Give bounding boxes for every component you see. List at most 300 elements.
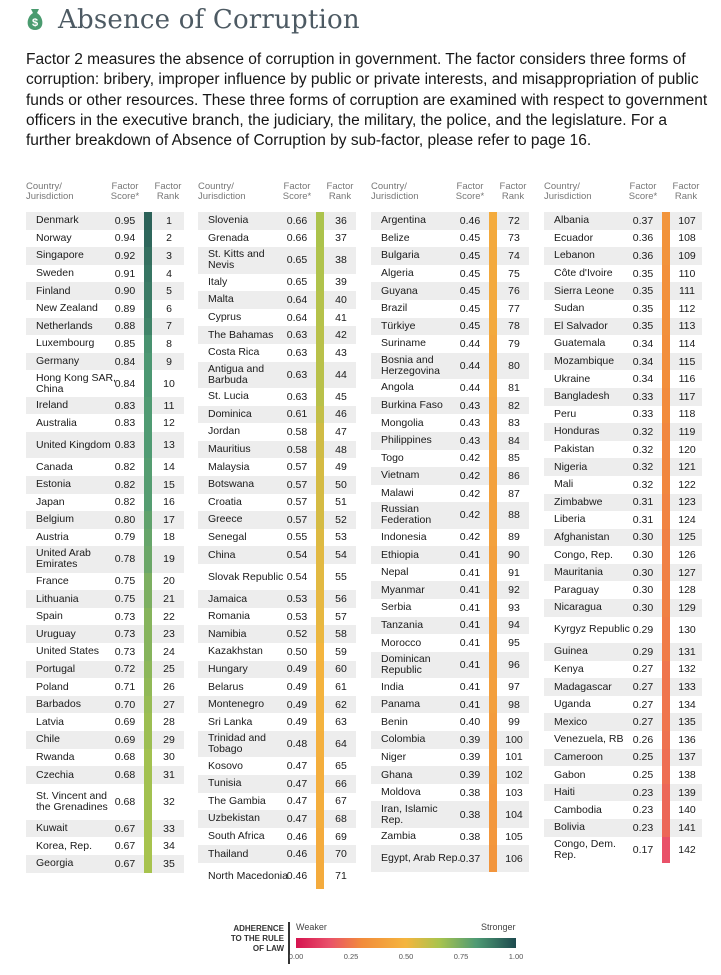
country-name: Hungary [208, 662, 248, 675]
factor-rank: 138 [678, 769, 696, 781]
factor-rank: 113 [678, 320, 696, 333]
score-color-bar [316, 423, 324, 441]
factor-score: 0.67 [114, 857, 136, 870]
table-row [371, 502, 529, 528]
factor-rank: 119 [678, 425, 696, 438]
country-name: Japan [36, 495, 65, 508]
page-title: Absence of Corruption [58, 5, 360, 35]
factor-rank: 67 [335, 795, 347, 808]
table-row [544, 335, 702, 353]
country-name: Guyana [381, 284, 418, 297]
factor-score: 0.91 [114, 267, 136, 280]
country-name: Tunisia [208, 777, 242, 790]
table-row [26, 300, 184, 318]
factor-rank: 120 [678, 443, 696, 456]
factor-score: 0.46 [286, 848, 308, 861]
country-name: Bosnia and Herzegovina [381, 353, 440, 377]
country-name: Philippines [381, 434, 432, 447]
score-color-bar [316, 247, 324, 273]
country-name: Burkina Faso [381, 399, 443, 412]
score-color-bar [662, 749, 670, 767]
table-row [371, 353, 529, 379]
factor-rank: 109 [678, 249, 696, 262]
country-name: Uganda [554, 698, 591, 711]
score-color-bar [316, 793, 324, 811]
factor-score: 0.35 [632, 267, 654, 280]
score-color-bar [662, 713, 670, 731]
legend-tick: 0.00 [288, 952, 304, 961]
score-color-bar [489, 335, 497, 353]
country-name: Lithuania [36, 592, 79, 605]
score-color-bar [662, 441, 670, 459]
table-row [544, 837, 702, 863]
factor-rank: 6 [166, 302, 172, 315]
score-color-bar [144, 696, 152, 714]
factor-rank: 79 [508, 337, 520, 350]
table-row [198, 458, 356, 476]
factor-rank: 97 [508, 681, 520, 694]
score-color-bar [316, 845, 324, 863]
factor-rank: 68 [335, 812, 347, 825]
score-color-bar [489, 678, 497, 696]
country-name: Guatemala [554, 337, 606, 350]
table-row [544, 494, 702, 512]
factor-score: 0.23 [632, 821, 654, 834]
factor-score: 0.47 [286, 795, 308, 808]
country-name: United Kingdom [36, 438, 111, 451]
factor-score: 0.39 [459, 733, 481, 746]
country-name: Uzbekistan [208, 812, 260, 825]
score-color-bar [144, 546, 152, 572]
factor-rank: 7 [166, 320, 172, 333]
score-color-bar [144, 643, 152, 661]
table-row [544, 801, 702, 819]
column-header-country: Country/ Jurisdiction [26, 181, 74, 202]
country-name: United States [36, 645, 100, 658]
factor-rank: 124 [678, 513, 696, 526]
score-color-bar [144, 230, 152, 248]
factor-rank: 90 [508, 549, 520, 562]
table-row [26, 318, 184, 336]
table-row [371, 678, 529, 696]
score-color-bar [662, 784, 670, 802]
factor-rank: 129 [678, 601, 696, 614]
factor-score: 0.89 [114, 302, 136, 315]
country-name: Austria [36, 530, 69, 543]
score-color-bar [316, 476, 324, 494]
factor-rank: 83 [508, 417, 520, 430]
score-color-bar [144, 573, 152, 591]
factor-score: 0.45 [459, 232, 481, 245]
score-color-bar [662, 837, 670, 863]
factor-rank: 33 [163, 822, 175, 835]
country-name: Kyrgyz Republic [554, 623, 630, 636]
factor-score: 0.44 [459, 337, 481, 350]
factor-score: 0.46 [286, 870, 308, 883]
score-color-bar [144, 265, 152, 283]
factor-score: 0.52 [286, 628, 308, 641]
factor-score: 0.63 [286, 390, 308, 403]
country-name: Togo [381, 451, 404, 464]
factor-rank: 24 [163, 645, 175, 658]
ranking-column-3 [371, 182, 529, 872]
factor-score: 0.39 [459, 751, 481, 764]
factor-rank: 141 [678, 821, 696, 834]
table-row [544, 546, 702, 564]
factor-score: 0.83 [114, 417, 136, 430]
country-name: Luxembourg [36, 337, 95, 350]
factor-rank: 87 [508, 487, 520, 500]
score-color-bar [489, 282, 497, 300]
factor-score: 0.71 [114, 681, 136, 694]
factor-rank: 112 [678, 302, 696, 315]
factor-rank: 107 [678, 214, 696, 227]
factor-rank: 22 [163, 610, 175, 623]
table-row [371, 414, 529, 432]
table-row [26, 282, 184, 300]
factor-score: 0.37 [632, 214, 654, 227]
factor-score: 0.42 [459, 469, 481, 482]
score-color-bar [662, 511, 670, 529]
factor-rank: 110 [678, 267, 696, 280]
score-color-bar [316, 546, 324, 564]
factor-rank: 95 [508, 637, 520, 650]
factor-score: 0.84 [114, 377, 136, 390]
factor-score: 0.49 [286, 698, 308, 711]
country-name: India [381, 680, 404, 693]
factor-score: 0.63 [286, 346, 308, 359]
score-color-bar [144, 855, 152, 873]
score-color-bar [316, 775, 324, 793]
country-name: Cambodia [554, 803, 602, 816]
table-row [198, 696, 356, 714]
country-name: Honduras [554, 425, 600, 438]
table-row [371, 282, 529, 300]
table-row [371, 617, 529, 635]
factor-score: 0.47 [286, 777, 308, 790]
factor-rank: 98 [508, 698, 520, 711]
country-name: Georgia [36, 857, 74, 870]
table-row [26, 335, 184, 353]
factor-score: 0.49 [286, 681, 308, 694]
table-row [26, 608, 184, 626]
factor-rank: 122 [678, 478, 696, 491]
table-row [371, 731, 529, 749]
factor-score: 0.41 [459, 619, 481, 632]
factor-score: 0.64 [286, 311, 308, 324]
country-name: Algeria [381, 267, 414, 280]
country-name: Malaysia [208, 460, 250, 473]
factor-rank: 36 [335, 214, 347, 227]
score-color-bar [662, 247, 670, 265]
factor-score: 0.63 [286, 329, 308, 342]
table-row [544, 300, 702, 318]
country-name: Argentina [381, 214, 426, 227]
score-color-bar [316, 529, 324, 547]
factor-score: 0.69 [114, 716, 136, 729]
score-color-bar [316, 608, 324, 626]
table-row [544, 696, 702, 714]
factor-score: 0.41 [459, 698, 481, 711]
factor-rank: 88 [508, 509, 520, 522]
score-color-bar [144, 511, 152, 529]
factor-score: 0.83 [114, 439, 136, 452]
factor-rank: 123 [678, 496, 696, 509]
table-row [26, 643, 184, 661]
score-color-bar [316, 678, 324, 696]
factor-rank: 78 [508, 320, 520, 333]
score-color-bar [489, 634, 497, 652]
factor-score: 0.61 [286, 408, 308, 421]
country-name: Croatia [208, 495, 242, 508]
ranking-column-1 [26, 182, 184, 873]
country-name: Ireland [36, 399, 69, 412]
score-color-bar [489, 212, 497, 230]
table-row [544, 678, 702, 696]
table-row [26, 855, 184, 873]
factor-score: 0.82 [114, 496, 136, 509]
factor-score: 0.54 [286, 549, 308, 562]
table-row [198, 344, 356, 362]
table-row [198, 863, 356, 889]
score-color-bar [316, 212, 324, 230]
factor-score: 0.72 [114, 663, 136, 676]
score-color-bar [144, 300, 152, 318]
score-color-bar [316, 388, 324, 406]
factor-rank: 9 [166, 355, 172, 368]
table-row [26, 397, 184, 415]
table-row [198, 362, 356, 388]
table-row [544, 388, 702, 406]
factor-rank: 41 [335, 311, 347, 324]
score-color-bar [489, 581, 497, 599]
table-row [26, 678, 184, 696]
score-color-bar [662, 335, 670, 353]
factor-score: 0.58 [286, 443, 308, 456]
score-color-bar [489, 230, 497, 248]
country-name: United Arab Emirates [36, 547, 91, 571]
country-name: Lebanon [554, 249, 595, 262]
factor-rank: 12 [163, 417, 175, 430]
factor-rank: 108 [678, 232, 696, 245]
factor-rank: 77 [508, 302, 520, 315]
table-row [198, 529, 356, 547]
score-color-bar [144, 766, 152, 784]
legend-stronger-label: Stronger [481, 922, 516, 932]
score-color-bar [144, 608, 152, 626]
score-color-bar [489, 599, 497, 617]
factor-rank: 74 [508, 249, 520, 262]
factor-score: 0.94 [114, 232, 136, 245]
factor-score: 0.33 [632, 390, 654, 403]
table-row [26, 230, 184, 248]
factor-score: 0.57 [286, 461, 308, 474]
country-name: The Gambia [208, 794, 266, 807]
factor-rank: 58 [335, 628, 347, 641]
factor-score: 0.17 [632, 843, 654, 856]
score-color-bar [662, 617, 670, 643]
factor-score: 0.38 [459, 808, 481, 821]
factor-rank: 13 [163, 439, 175, 452]
factor-score: 0.46 [286, 830, 308, 843]
legend-tick: 0.25 [343, 952, 359, 961]
score-color-bar [144, 784, 152, 820]
country-name: Colombia [381, 733, 426, 746]
country-name: Nigeria [554, 460, 588, 473]
factor-rank: 30 [163, 751, 175, 764]
country-name: Barbados [36, 698, 81, 711]
factor-rank: 20 [163, 575, 175, 588]
score-color-bar [144, 370, 152, 396]
table-row [544, 766, 702, 784]
factor-rank: 60 [335, 663, 347, 676]
score-color-bar [489, 247, 497, 265]
table-row [26, 731, 184, 749]
score-color-bar [316, 309, 324, 327]
table-row [26, 212, 184, 230]
factor-score: 0.68 [114, 795, 136, 808]
factor-rank: 53 [335, 531, 347, 544]
factor-rank: 131 [678, 645, 696, 658]
table-row [26, 661, 184, 679]
score-color-bar [662, 406, 670, 424]
factor-rank: 32 [163, 795, 175, 808]
table-row [198, 793, 356, 811]
table-row [198, 643, 356, 661]
factor-score: 0.25 [632, 751, 654, 764]
score-color-bar [489, 652, 497, 678]
table-row [198, 309, 356, 327]
column-header-score: Factor Score* [282, 181, 312, 202]
country-name: Chile [36, 733, 60, 746]
factor-rank: 70 [335, 848, 347, 861]
factor-rank: 89 [508, 531, 520, 544]
factor-score: 0.67 [114, 822, 136, 835]
country-name: Côte d'Ivoire [554, 267, 613, 280]
score-color-bar [144, 590, 152, 608]
factor-score: 0.36 [632, 232, 654, 245]
score-color-bar [144, 749, 152, 767]
factor-rank: 1 [166, 214, 172, 227]
country-name: Bangladesh [554, 390, 610, 403]
factor-rank: 64 [335, 738, 347, 751]
table-row [198, 546, 356, 564]
table-row [26, 370, 184, 396]
table-row [544, 265, 702, 283]
table-row [198, 625, 356, 643]
country-name: Sierra Leone [554, 284, 615, 297]
factor-score: 0.57 [286, 478, 308, 491]
factor-rank: 59 [335, 645, 347, 658]
factor-score: 0.48 [286, 738, 308, 751]
column-header-score: Factor Score* [628, 181, 658, 202]
factor-score: 0.32 [632, 461, 654, 474]
table-row [544, 581, 702, 599]
table-row [198, 326, 356, 344]
country-name: El Salvador [554, 319, 608, 332]
factor-rank: 103 [505, 786, 523, 799]
factor-rank: 127 [678, 566, 696, 579]
country-name: North Macedonia [208, 869, 288, 882]
factor-rank: 54 [335, 549, 347, 562]
table-row [26, 749, 184, 767]
table-row [544, 529, 702, 547]
table-row [544, 476, 702, 494]
country-name: Mozambique [554, 355, 615, 368]
table-row [371, 265, 529, 283]
factor-score: 0.46 [459, 214, 481, 227]
country-name: South Africa [208, 830, 265, 843]
table-row [544, 423, 702, 441]
factor-rank: 25 [163, 663, 175, 676]
factor-score: 0.44 [459, 359, 481, 372]
score-color-bar [662, 265, 670, 283]
column-header-country: Country/ Jurisdiction [198, 181, 246, 202]
country-name: Thailand [208, 847, 249, 860]
score-color-bar [144, 678, 152, 696]
factor-rank: 104 [505, 808, 523, 821]
score-color-bar [489, 450, 497, 468]
table-row [544, 564, 702, 582]
factor-rank: 132 [678, 663, 696, 676]
table-row [26, 696, 184, 714]
country-name: Gabon [554, 768, 586, 781]
factor-score: 0.23 [632, 804, 654, 817]
table-row [198, 661, 356, 679]
table-row [371, 379, 529, 397]
factor-rank: 18 [163, 531, 175, 544]
country-name: Kenya [554, 662, 584, 675]
country-name: Angola [381, 381, 414, 394]
country-name: Haiti [554, 786, 576, 799]
country-name: Latvia [36, 715, 65, 728]
country-name: St. Kitts and Nevis [208, 248, 265, 272]
table-row [26, 546, 184, 572]
factor-rank: 29 [163, 733, 175, 746]
ranking-column-4 [544, 182, 702, 863]
column-header-country: Country/ Jurisdiction [371, 181, 419, 202]
table-row [26, 265, 184, 283]
country-name: Bulgaria [381, 249, 420, 262]
score-color-bar [316, 406, 324, 424]
factor-score: 0.43 [459, 399, 481, 412]
country-name: Türkiye [381, 319, 416, 332]
country-name: Australia [36, 416, 77, 429]
factor-rank: 101 [505, 751, 523, 764]
score-color-bar [316, 494, 324, 512]
table-row [371, 212, 529, 230]
country-name: Jordan [208, 425, 241, 438]
score-color-bar [144, 476, 152, 494]
factor-score: 0.41 [459, 601, 481, 614]
table-row [371, 432, 529, 450]
score-color-bar [489, 546, 497, 564]
score-color-bar [316, 230, 324, 248]
table-row [26, 820, 184, 838]
table-row [26, 476, 184, 494]
legend-weaker-label: Weaker [296, 922, 327, 932]
score-color-bar [662, 476, 670, 494]
factor-score: 0.45 [459, 320, 481, 333]
country-name: Denmark [36, 214, 79, 227]
score-color-bar [489, 467, 497, 485]
factor-rank: 61 [335, 681, 347, 694]
table-row [198, 845, 356, 863]
factor-rank: 91 [508, 566, 520, 579]
factor-rank: 10 [163, 377, 175, 390]
legend-tick: 1.00 [508, 952, 524, 961]
score-color-bar [662, 318, 670, 336]
